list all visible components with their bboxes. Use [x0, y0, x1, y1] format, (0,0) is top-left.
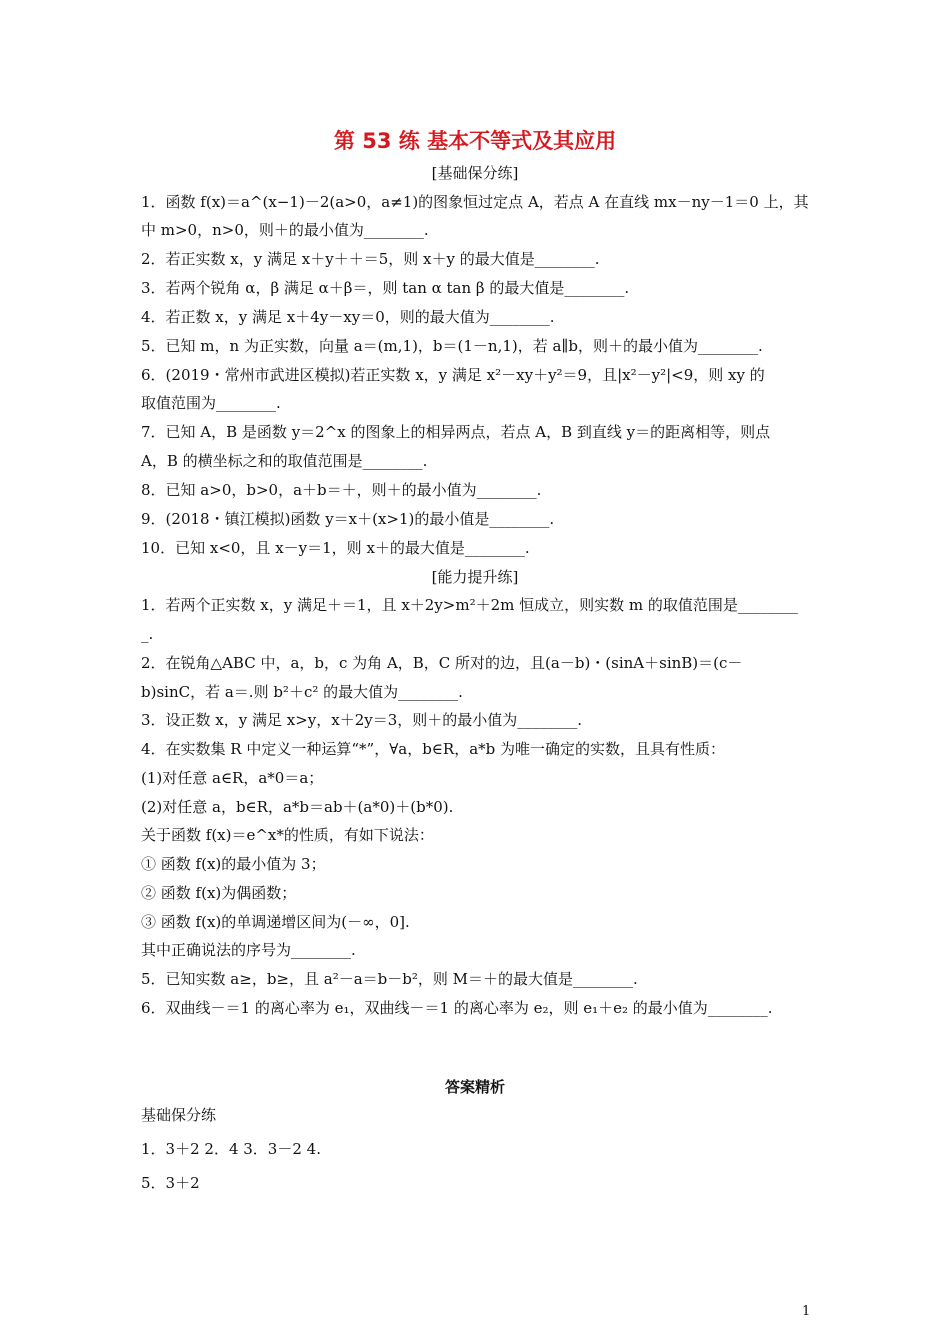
exercise-line: 2．在锐角△ABC 中，a，b，c 为角 A，B，C 所对的边，且(a－b)・(sinA＋sinB)＝(c－ — [141, 654, 743, 672]
answers-subtitle: 基础保分练 — [141, 1106, 217, 1124]
exercise-line: (1)对任意 a∈R，a*0＝a； — [141, 769, 324, 787]
exercise-line: b)sinC，若 a＝.则 b²＋c² 的最大值为________. — [141, 683, 463, 701]
exercise-line: (2)对任意 a，b∈R，a*b＝ab＋(a*0)＋(b*0). — [141, 798, 454, 816]
exercise-line: 1．若两个正实数 x，y 满足＋＝1，且 x＋2y>m²＋2m 恒成立，则实数 m 的取值范围是________ — [141, 596, 798, 614]
exercise-line: 3．若两个锐角 α，β 满足 α＋β＝，则 tan α tan β 的最大值是________. — [141, 279, 630, 297]
exercise-line: 3．设正数 x，y 满足 x>y，x＋2y＝3，则＋的最小值为________. — [141, 711, 583, 729]
exercise-line: ② 函数 f(x)为偶函数； — [141, 884, 297, 902]
section-heading-advanced: [能力提升练] — [431, 568, 519, 586]
exercise-line: 7．已知 A，B 是函数 y＝2^x 的图象上的相异两点，若点 A，B 到直线 y＝的距离相等，则点 — [141, 423, 771, 441]
exercise-line: 6．双曲线－＝1 的离心率为 e₁，双曲线－＝1 的离心率为 e₂，则 e₁＋e₂ 的最小值为________. — [141, 999, 773, 1017]
exercise-line: 其中正确说法的序号为________. — [141, 941, 356, 959]
exercise-line: 4．在实数集 R 中定义一种运算“*”，∀a，b∈R，a*b 为唯一确定的实数，且具有性质： — [141, 740, 726, 758]
exercise-line: A，B 的横坐标之和的取值范围是________. — [141, 452, 428, 470]
exercise-line: 9．(2018・镇江模拟)函数 y＝x＋(x>1)的最小值是________. — [141, 510, 555, 528]
answer-line: 1．3＋2 2．4 3．3－2 4. — [141, 1140, 321, 1158]
exercise-line: 10．已知 x<0，且 x－y＝1，则 x＋的最大值是________. — [141, 539, 530, 557]
exercise-line: 1．函数 f(x)＝a^(x−1)－2(a>0，a≠1)的图象恒过定点 A，若点 A 在直线 mx－ny－1＝0 上，其 — [141, 193, 809, 211]
exercise-line: 取值范围为________. — [141, 394, 281, 412]
exercise-line: 5．已知 m，n 为正实数，向量 a＝(m,1)，b＝(1－n,1)，若 a∥b，则＋的最小值为________. — [141, 337, 763, 355]
exercise-line: _. — [141, 625, 154, 643]
exercise-line: ① 函数 f(x)的最小值为 3； — [141, 855, 326, 873]
exercise-line: 2．若正实数 x，y 满足 x＋y＋＋＝5，则 x＋y 的最大值是________. — [141, 250, 600, 268]
page-title: 第 53 练 基本不等式及其应用 — [333, 129, 617, 153]
exercise-line: 中 m>0，n>0，则＋的最小值为________. — [141, 221, 429, 239]
answer-line: 5．3＋2 — [141, 1174, 200, 1192]
exercise-line: 6．(2019・常州市武进区模拟)若正实数 x，y 满足 x²－xy＋y²＝9，且|x²－y²|<9，则 xy 的 — [141, 366, 765, 384]
answers-title: 答案精析 — [444, 1078, 505, 1096]
exercise-line: 5．已知实数 a≥，b≥，且 a²－a＝b－b²，则 M＝＋的最大值是________. — [141, 970, 638, 988]
exercise-line: 关于函数 f(x)＝e^x*的性质，有如下说法： — [141, 826, 434, 844]
exercise-line: ③ 函数 f(x)的单调递增区间为(－∞，0]. — [141, 913, 410, 931]
section-heading-basic: [基础保分练] — [431, 164, 519, 182]
page-number: 1 — [802, 1304, 811, 1319]
exercise-line: 8．已知 a>0，b>0，a＋b＝＋，则＋的最小值为________. — [141, 481, 542, 499]
exercise-line: 4．若正数 x，y 满足 x＋4y－xy＝0，则的最大值为________. — [141, 308, 555, 326]
